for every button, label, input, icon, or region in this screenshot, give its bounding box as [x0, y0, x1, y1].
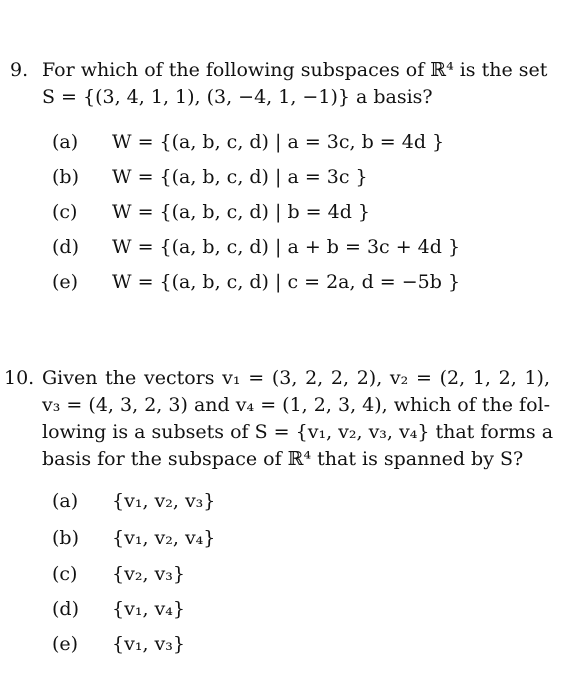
question-stem-line: v₃ = (4, 3, 2, 3) and v₄ = (1, 2, 3, 4), which of the fol- [42, 394, 550, 416]
option-label: (c) [52, 563, 78, 585]
option-label: (d) [52, 236, 79, 258]
option-text: W = {(a, b, c, d) | c = 2a, d = −5b } [112, 271, 461, 293]
option-text: {v₁, v₄} [112, 598, 185, 620]
option-text: {v₁, v₂, v₄} [112, 527, 216, 549]
question-stem-line: Given the vectors v₁ = (3, 2, 2, 2), v₂ = (2, 1, 2, 1), [42, 367, 550, 389]
option-label: (b) [52, 166, 79, 188]
question-number: 10. [4, 367, 35, 389]
option-label: (e) [52, 271, 79, 293]
question-stem-line: lowing is a subsets of S = {v₁, v₂, v₃, v₄} that forms a [42, 421, 554, 443]
option-label: (e) [52, 633, 79, 655]
question-number: 9. [10, 59, 29, 81]
option-text: {v₁, v₂, v₃} [112, 490, 216, 512]
option-text: W = {(a, b, c, d) | a = 3c } [112, 166, 368, 188]
question-stem-line: basis for the subspace of ℝ⁴ that is spanned by S? [42, 448, 524, 470]
option-text: W = {(a, b, c, d) | a + b = 3c + 4d } [112, 236, 461, 258]
option-text: {v₂, v₃} [112, 563, 185, 585]
option-label: (d) [52, 598, 79, 620]
option-label: (a) [52, 490, 79, 512]
option-label: (a) [52, 131, 79, 153]
option-text: {v₁, v₃} [112, 633, 185, 655]
question-stem-line: S = {(3, 4, 1, 1), (3, −4, 1, −1)} a basis? [42, 86, 433, 108]
question-stem-line: For which of the following subspaces of ℝ⁴ is the set [42, 59, 548, 81]
option-label: (c) [52, 201, 78, 223]
option-label: (b) [52, 527, 79, 549]
option-text: W = {(a, b, c, d) | a = 3c, b = 4d } [112, 131, 445, 153]
option-text: W = {(a, b, c, d) | b = 4d } [112, 201, 370, 223]
